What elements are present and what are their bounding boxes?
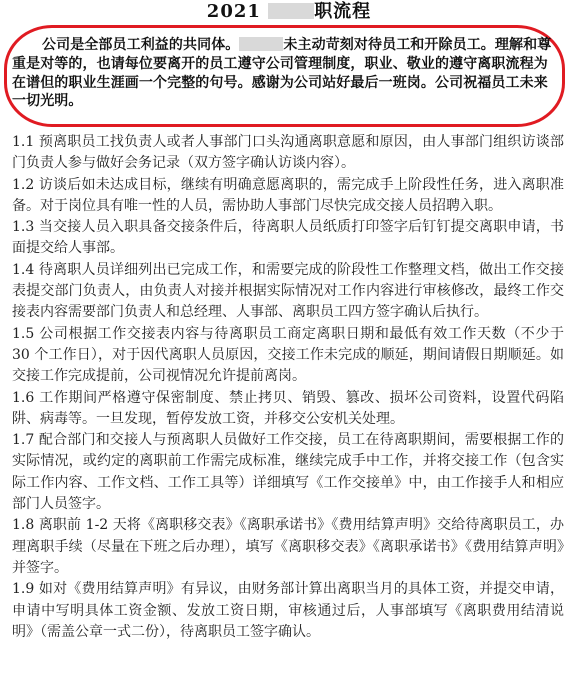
step-paragraph: 1.2 访谈后如未达成目标，继续有明确意愿离职的，需完成手上阶段性任务，进入离职准备。对于岗位具有唯一性的人员，需协助人事部门尽快完成交接人员招聘入职。 bbox=[12, 176, 564, 214]
page-title bbox=[0, 2, 578, 22]
redaction-block bbox=[239, 37, 283, 51]
intro-line1-b: 未主动苛刻对待员工和开除员工。 bbox=[283, 37, 495, 53]
step-paragraph: 1.5 公司根据工作交接表内容与待离职员工商定离职日期和最低有效工作天数（不少于 30 个工作日），对于因代离职人员原因，交接工作未完成的顺延，期间请假日期顺延。如交接工作完成提前，公司视情况允许提前离岗。 bbox=[12, 325, 564, 385]
intro-line1-a: 公司是全部员工利益的共同体。 bbox=[42, 37, 240, 53]
step-paragraph: 1.9 如对《费用结算声明》有异议，由财务部计算出离职当月的具体工资，并提交申请，申请中写明具体工资金额、发放工资日期，审核通过后，人事部填写《离职费用结清说明》（需盖公章一式二份），待离职员工签字确认。 bbox=[12, 581, 564, 640]
intro-rest: 理解和尊重是对等的，也请每位要离开的员工遵守公司管理制度，职业、敬业的遵守离职流程为在谱但的职业生涯画一个完整的句号。感谢为公司站好最后一班岗。公司祝福员工未来一切光明。 bbox=[12, 37, 552, 110]
step-paragraph: 1.7 配合部门和交接人与预离职人员做好工作交接，员工在待离职期间，需要根据工作的实际情况，或约定的离职前工作需完成标准，继续完成手中工作，并将交接工作（包含实际工作内容、工作文档、工作工具等）详细填写《工作交接单》中，由工作接手人和相应部门人员签字。 bbox=[12, 432, 564, 513]
step-paragraph: 1.3 当交接人员入职具备交接条件后，待离职人员纸质打印签字后钉钉提交离职申请，书面提交给人事部。 bbox=[12, 219, 564, 257]
title-year: 2021 bbox=[206, 1, 261, 22]
process-steps bbox=[12, 132, 564, 643]
intro-paragraph bbox=[12, 36, 560, 111]
step-paragraph: 1.1 预离职员工找负责人或者人事部门口头沟通离职意愿和原因，由人事部门组织访谈部门负责人参与做好会务记录（双方签字确认访谈内容）。 bbox=[12, 134, 564, 172]
title-suffix: 职流程 bbox=[314, 1, 372, 22]
redaction-block bbox=[268, 3, 314, 19]
step-paragraph: 1.8 离职前 1-2 天将《离职移交表》《离职承诺书》《费用结算声明》交给待离职员工，办理离职手续（尽量在下班之后办理），填写《离职移交表》《离职承诺书》《费用结算声明》并签字。 bbox=[12, 517, 564, 576]
step-paragraph: 1.6 工作期间严格遵守保密制度、禁止拷贝、销毁、篡改、损坏公司资料，设置代码陷阱、病毒等。一旦发现，暂停发放工资，并移交公安机关处理。 bbox=[12, 389, 564, 427]
step-paragraph: 1.4 待离职人员详细列出已完成工作，和需要完成的阶段性工作整理文档，做出工作交接表提交部门负责人，由负责人对接并根据实际情况对工作内容进行审核修改，最终工作交接表内容需要部门负责人和总经理、人事部、离职员工四方签字确认后执行。 bbox=[12, 261, 564, 321]
